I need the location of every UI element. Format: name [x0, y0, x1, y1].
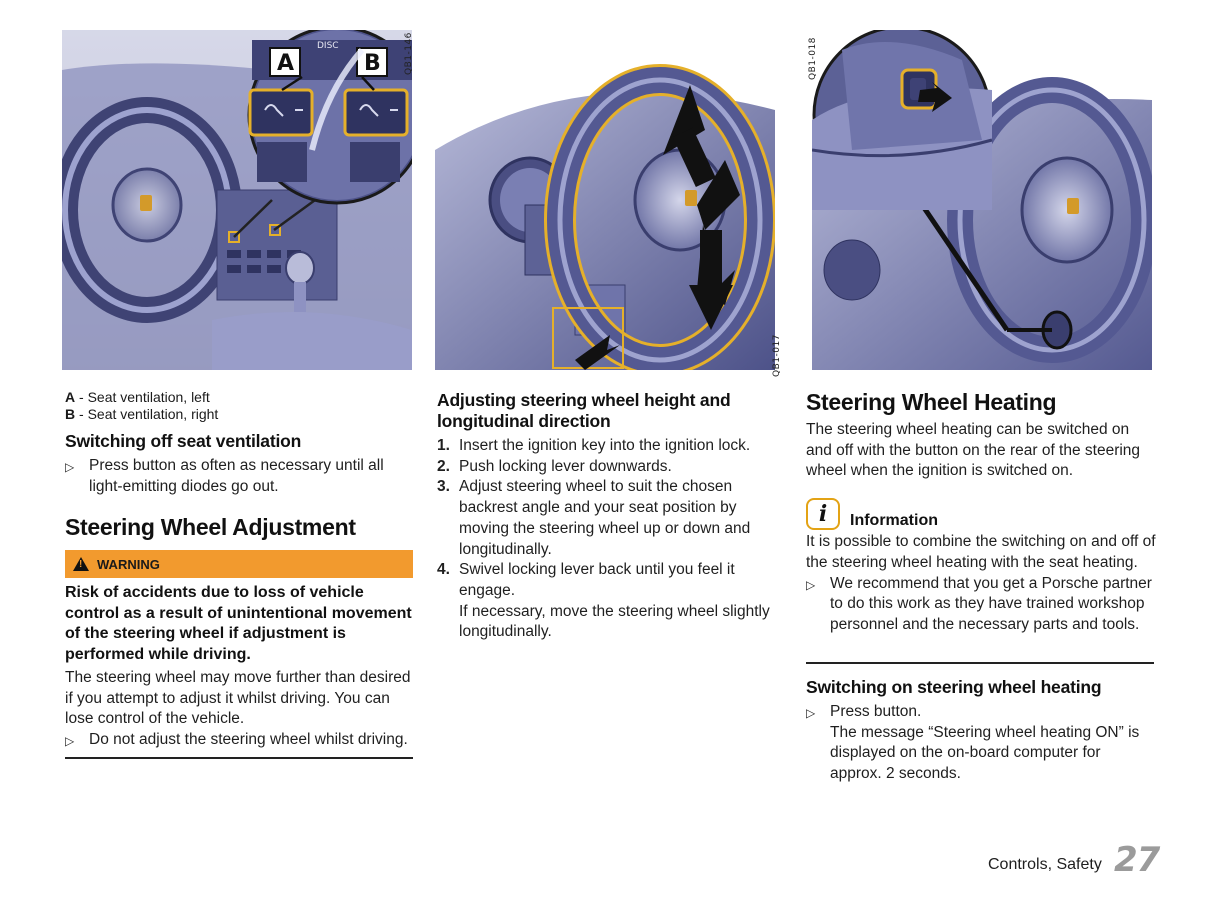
step-4-note: If necessary, move the steering wheel slightly longitudinally.: [459, 602, 770, 641]
footer-section-name: Controls, Safety: [988, 856, 1102, 873]
adjust-heading: Adjusting steering wheel height and longitudinal direction: [437, 390, 731, 431]
figure-seat-ventilation: [62, 30, 412, 370]
warning-bullet: ▷ Do not adjust the steering wheel whilst driving.: [65, 730, 413, 751]
switch-on-section: [806, 677, 1156, 785]
page-number: 27: [1114, 840, 1160, 880]
seat-ventilation-bullet: ▷ Press button as often as necessary until all light-emitting diodes go out.: [65, 457, 384, 495]
step-item: 4. Swivel locking lever back until you feel it engage.: [437, 561, 735, 599]
switch-on-bullet: ▷ Press button.: [806, 702, 1156, 723]
adjust-steps: [437, 436, 782, 643]
figure-steering-adjust: [435, 30, 775, 370]
warning-banner: [65, 550, 413, 578]
info-title: Information: [850, 512, 938, 530]
seat-ventilation-heading: Switching off seat ventilation: [65, 431, 302, 451]
figure-code-1: QB1-146: [404, 32, 414, 75]
steering-adjustment-title: Steering Wheel Adjustment: [65, 514, 356, 541]
figure-legend: [65, 389, 413, 423]
label-b: B: [364, 51, 381, 76]
legend-item-b: B - Seat ventilation, right: [65, 406, 219, 422]
step-item: 2. Push locking lever downwards.: [437, 457, 672, 475]
warning-content: [65, 583, 413, 751]
heating-title: Steering Wheel Heating: [806, 389, 1057, 415]
column-middle: [437, 390, 782, 643]
information-icon: i: [806, 498, 840, 530]
switch-on-heading: Switching on steering wheel heating: [806, 677, 1102, 697]
legend-item-a: A - Seat ventilation, left: [65, 389, 210, 405]
info-header: [806, 498, 1156, 530]
heating-intro: The steering wheel heating can be switched on and off with the button on the rear of the steering wheel when the ignition is switched on.: [806, 421, 1141, 480]
warning-text: The steering wheel may move further than desired if you attempt to adjust it whilst driving. You can lose control of the vehicle.: [65, 668, 411, 728]
info-end-rule: [806, 662, 1154, 664]
step-item: 1. Insert the ignition key into the ignition lock.: [437, 437, 751, 454]
switch-on-note: The message “Steering wheel heating ON” is displayed on the on-board computer for approx. 2 seconds.: [830, 723, 1140, 783]
info-bullet: ▷ We recommend that you get a Porsche partner to do this work as they have trained workshop personnel and the necessary parts and tools.: [806, 574, 1152, 633]
column-left: [65, 389, 413, 541]
dash-text: DISC: [317, 41, 339, 51]
figure-steering-heating: [812, 30, 1152, 370]
bullet-triangle-icon: ▷: [65, 460, 75, 474]
figure-code-3: QB1-018: [808, 37, 818, 80]
warning-end-rule: [65, 757, 413, 759]
figure-code-2: QB1-017: [772, 334, 782, 377]
warning-triangle-icon: [73, 557, 89, 571]
warning-heading: Risk of accidents due to loss of vehicle control as a result of unintentional movement of the steering wheel if adjustment is performed while driving.: [65, 584, 412, 664]
bullet-triangle-icon: ▷: [806, 577, 816, 592]
warning-label: WARNING: [97, 556, 160, 572]
column-right: [806, 388, 1156, 636]
bullet-triangle-icon: ▷: [806, 706, 816, 720]
step-item: 3. Adjust steering wheel to suit the chosen backrest angle and your seat position by moving the steering wheel up or down and longitudinally.: [437, 478, 751, 558]
bullet-triangle-icon: ▷: [65, 733, 75, 748]
label-a: A: [277, 51, 295, 76]
info-text: It is possible to combine the switching on and off of the steering wheel heating with the seat heating.: [806, 533, 1156, 571]
